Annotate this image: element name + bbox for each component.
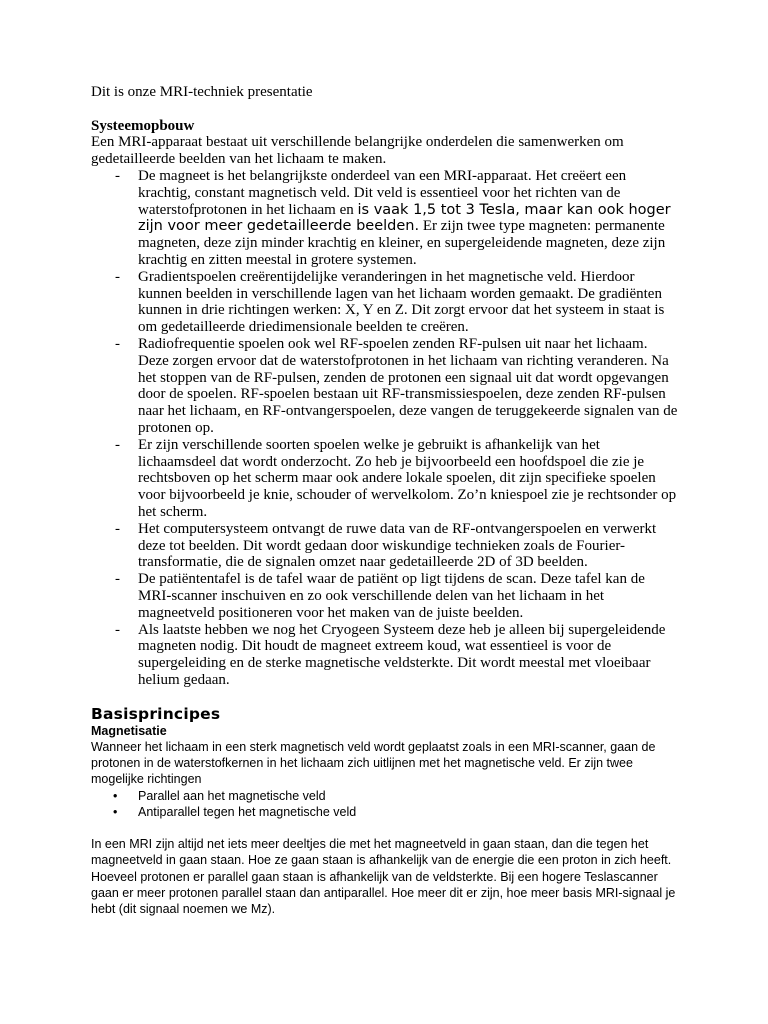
list-item	[91, 336, 681, 437]
dash-marker: -	[115, 268, 120, 285]
intro-line: Dit is onze MRI-techniek presentatie	[91, 84, 313, 100]
list-item	[91, 788, 681, 804]
list-item-text: Parallel aan het magnetische veld	[138, 788, 326, 803]
systeem-dash-list	[91, 168, 681, 689]
list-item	[91, 571, 681, 621]
dash-marker: -	[115, 571, 120, 588]
magnetisatie-paragraph-2: In een MRI zijn altijd net iets meer deeltjes die met het magneetveld in gaan staan, dan die tegen het magneetveld in gaan staan. Hoe ze gaan staan is afhankelijk van de energie die een proton in zich heeft. Hoeveel protonen er parallel gaan staan is afhankelijk van de veldsterkte. Bij een hogere Teslascanner gaan er meer protonen parallel staan dan antiparallel. Hoe meer dit er zijn, hoe meer basis MRI-signaal je hebt (dit signaal noemen we Mz).	[91, 837, 676, 917]
dash-marker: -	[115, 167, 120, 184]
list-item	[91, 521, 681, 571]
list-item-text: Het computersysteem ontvangt de ruwe data van de RF-ontvangerspoelen en verwerkt deze tot beelden. Dit wordt gedaan door wiskundige technieken zoals de Fourier-transformatie, die de signalen omzet naar gedetailleerde 2D of 3D beelden.	[138, 520, 657, 571]
richtingen-bullet-list	[91, 788, 681, 821]
list-item	[91, 437, 681, 521]
magnetisatie-paragraph: Wanneer het lichaam in een sterk magnetisch veld wordt geplaatst zoals in een MRI-scanner, gaan de protonen in de waterstofkernen in het lichaam zich uitlijnen met het magnetische veld. Er zijn twee mogelijke richtingen	[91, 739, 656, 787]
document-page	[91, 84, 681, 918]
systeem-intro-paragraph: Een MRI-apparaat bestaat uit verschillende belangrijke onderdelen die samenwerken om gedetailleerde beelden van het lichaam te maken.	[91, 134, 624, 168]
list-item	[91, 804, 681, 820]
dash-marker: -	[115, 436, 120, 453]
bullet-marker: •	[113, 804, 118, 819]
list-item-text: Antiparallel tegen het magnetische veld	[138, 804, 357, 819]
list-item-text: Gradientspoelen creërentijdelijke veranderingen in het magnetische veld. Hierdoor kunnen beelden in verschillende lagen van het lichaam worden gemaakt. De gradiënten kunnen in drie richtingen werken: X, Y en Z. Dit zorgt ervoor dat het systeem in staat is om gedetailleerde driedimensionale beelden te creëren.	[138, 268, 665, 336]
bullet-marker: •	[113, 788, 118, 803]
dash-marker: -	[115, 335, 120, 352]
paragraph-spacer	[91, 820, 681, 836]
list-item	[91, 168, 681, 269]
list-item-text: Er zijn verschillende soorten spoelen welke je gebruikt is afhankelijk van het lichaamsdeel dat wordt onderzocht. Zo heb je bijvoorbeeld een hoofdspoel die zie je rechtsboven op het scherm maar ook andere lokale spoelen, dit zijn specifieke spoelen voor bijvoorbeeld je knie, schouder of wervelkolom. Zo’n kniespoel zie je rechtsonder op het scherm.	[138, 436, 677, 520]
subheading-magnetisatie: Magnetisatie	[91, 723, 167, 738]
section-heading-basisprincipes: Basisprincipes	[91, 704, 221, 723]
list-item-text: Als laatste hebben we nog het Cryogeen Systeem deze heb je alleen bij supergeleidende magneten nodig. Dit houdt de magneet extreem koud, wat essentieel is voor de supergeleiding en de sterke magnetische veldsterkte. Dit wordt meestal met vloeibaar helium gedaan.	[138, 621, 666, 688]
list-item-text-highlight: is vaak 1,5 tot 3 Tesla, maar kan ook hoger zijn voor meer gedetailleerde beelden.	[138, 201, 671, 235]
dash-marker: -	[115, 520, 120, 537]
list-item-text-pre: De magneet is het belangrijkste onderdeel van een MRI-apparaat. Het creëert een krachtig, constant magnetisch veld. Dit veld is essentieel voor het richten van de waterstofprotonen in het lichaam en	[138, 167, 627, 218]
list-item	[91, 269, 681, 336]
list-item-text-post: Er zijn twee type magneten: permanente magneten, deze zijn minder krachtig en kleiner, en supergeleidende magneten, deze zijn krachtig en zitten meestal in grotere systemen.	[138, 218, 666, 268]
section-heading-systeemopbouw: Systeemopbouw	[91, 117, 195, 134]
list-item	[91, 622, 681, 689]
dash-marker: -	[115, 621, 120, 638]
list-item-text: De patiëntentafel is de tafel waar de patiënt op ligt tijdens de scan. Deze tafel kan de MRI-scanner inschuiven en zo ook verschillende delen van het lichaam in het magneetveld positioneren voor het maken van de juiste beelden.	[138, 571, 645, 621]
list-item-text: Radiofrequentie spoelen ook wel RF-spoelen zenden RF-pulsen uit naar het lichaam. Deze zorgen ervoor dat de waterstofprotonen in het lichaam van richting veranderen. Na het stoppen van de RF-pulsen, zenden de protonen een signaal uit dat wordt opgevangen door de spoelen. RF-spoelen bestaan uit RF-transmissiespoelen, deze zenden RF-pulsen naar het lichaam, en RF-ontvangerspoelen, deze vangen de teruggekeerde signalen van de protonen op.	[138, 335, 678, 436]
